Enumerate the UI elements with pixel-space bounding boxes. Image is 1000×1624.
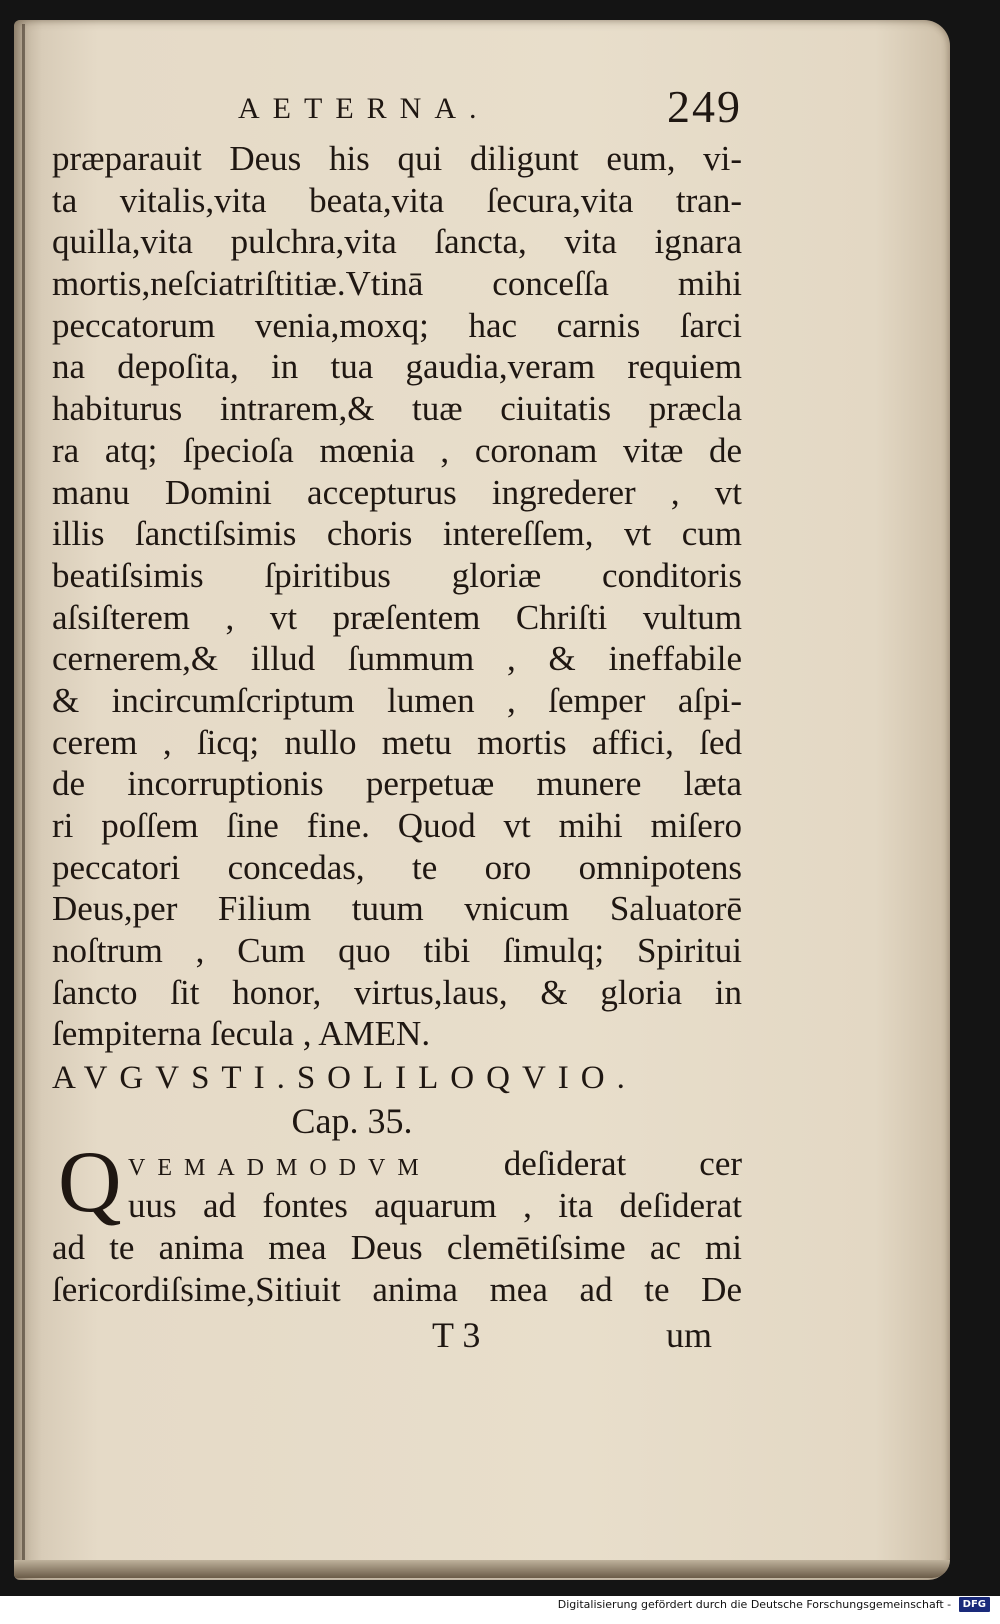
- text-line: manu Domini accepturus ingrederer , vt: [52, 472, 742, 512]
- text-line: ſericordiſsime,Sitiuit anima mea ad te De: [52, 1269, 742, 1309]
- text-line: præparauit Deus his qui diligunt eum, vi-: [52, 139, 742, 178]
- opening-line-1-text: deſiderat cer: [503, 1144, 743, 1184]
- text-line: beatiſsimis ſpiritibus gloriæ conditoris: [52, 555, 742, 595]
- credit-text: Digitalisierung gefördert durch die Deutsche Forschungsgemeinschaft -: [557, 1598, 952, 1611]
- page-number: 249: [667, 81, 742, 132]
- page-footer: [52, 1313, 742, 1357]
- page-gutter-shadow: [22, 24, 25, 1574]
- dfg-logo-icon: DFG: [959, 1597, 990, 1612]
- text-line: ta vitalis,vita beata,vita ſecura,vita tran-: [52, 180, 742, 220]
- drop-initial: Q: [58, 1134, 122, 1232]
- text-line: de incorruptionis perpetuæ munere læta: [52, 764, 742, 804]
- text-line: na depoſita, in tua gaudia,veram requiem: [52, 347, 742, 387]
- text-line: quilla,vita pulchra,vita ſancta, vita ignara: [52, 222, 742, 262]
- text-line: ſempiterna ſecula , AMEN.: [52, 1014, 431, 1054]
- chapter-number: Cap. 35.: [291, 1101, 413, 1142]
- text-line: peccatori concedas, te oro omnipotens: [52, 847, 742, 887]
- signature-mark: T 3: [432, 1314, 481, 1355]
- section-heading: AVGVSTI.SOLILOQVIO.: [52, 1060, 637, 1097]
- text-line: ri poſſem ſine fine. Quod vt mihi miſero: [52, 806, 742, 845]
- body-paragraph: [52, 138, 742, 1055]
- running-head: AETERNA.: [238, 92, 490, 125]
- text-block: [52, 138, 742, 1357]
- catchword: um: [665, 1314, 712, 1355]
- chapter-opening: [52, 1134, 743, 1232]
- text-line: habiturus intrarem,& tuæ ciuitatis præcla: [52, 389, 742, 429]
- text-line: peccatorum venia,moxq; hac carnis ſarci: [52, 305, 742, 345]
- text-line: Deus,per Filium tuum vnicum Saluatorē: [52, 889, 742, 929]
- text-line: ſancto ſit honor, virtus,laus, & gloria in: [52, 972, 742, 1012]
- page-header: [52, 81, 742, 140]
- text-line: & incircumſcriptum lumen , ſemper aſpi-: [52, 680, 742, 720]
- smallcaps-word: VEMADMODVM: [128, 1155, 431, 1182]
- text-line: illis ſanctiſsimis choris intereſſem, vt cum: [52, 514, 742, 554]
- text-line: cerem , ſicq; nullo metu mortis affici, ſed: [52, 722, 742, 762]
- page-bottom-edge: [14, 1560, 950, 1578]
- text-line: mortis,neſciatriſtitiæ.Vtinā conceſſa mihi: [52, 264, 742, 304]
- text-line: ra atq; ſpecioſa mœnia , coronam vitæ de: [52, 430, 742, 470]
- opening-line-1: [128, 1143, 742, 1185]
- digitization-credit: [558, 1597, 990, 1612]
- text-line: ad te anima mea Deus clemētiſsime ac mi: [52, 1228, 742, 1268]
- opening-line-2: uus ad fontes aquarum , ita deſiderat: [128, 1186, 742, 1226]
- text-line: aſsiſterem , vt præſentem Chriſti vultum: [52, 597, 742, 637]
- text-line: noſtrum , Cum quo tibi ſimulq; Spiritui: [52, 931, 742, 971]
- text-line: cernerem,& illud ſummum , & ineffabile: [52, 639, 742, 679]
